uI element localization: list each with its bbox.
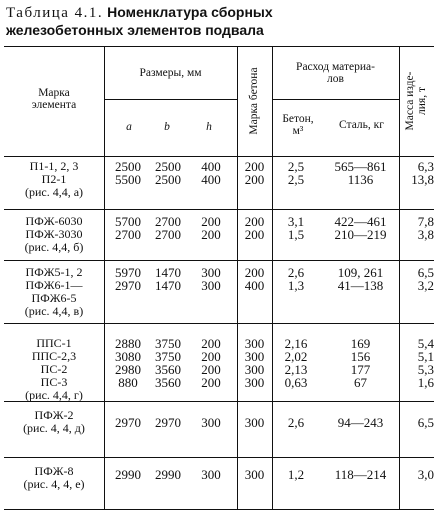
caption-label: Таблица 4.1. (6, 5, 104, 21)
col-divider (104, 47, 105, 509)
cell-a: 2880 3080 2980 880 (115, 336, 141, 390)
cell-grade: 300 300 300 300 (244, 336, 265, 390)
table-caption (6, 4, 434, 39)
header-sizes: Размеры, мм (139, 67, 202, 79)
cell-h: 300 (201, 467, 221, 482)
cell-grade: 200 200 (244, 214, 265, 242)
row-mark: П1-1, 2, 3 П2-1 (рис. 4,4, а) (24, 159, 84, 199)
cell-b: 2970 (155, 415, 181, 430)
cell-grade: 200 400 (244, 265, 265, 293)
cell-a: 5700 2700 (115, 214, 141, 242)
header-sub-divider (104, 99, 237, 100)
cell-mass: 6,5 3,2 (417, 265, 434, 293)
row-mark: ППС-1 ППС-2,3 ПС-2 ПС-3 (рис. 4,4, г) (25, 336, 83, 402)
cell-steel: 109, 261 41—138 (337, 265, 384, 293)
cell-steel: 94—243 (337, 415, 384, 430)
cell-concrete: 2,5 2,5 (287, 159, 305, 187)
header-consumption: Расход материа- лов (296, 61, 375, 85)
cell-h: 200 200 (201, 214, 221, 242)
header-b: b (164, 121, 170, 133)
nomenclature-table (4, 46, 434, 510)
cell-steel: 118—214 (334, 467, 387, 482)
cell-a: 2990 (115, 467, 141, 482)
header-h: h (206, 121, 212, 133)
cell-grade: 300 (244, 467, 265, 482)
cell-a: 5970 2970 (115, 265, 141, 293)
group-separator (4, 260, 434, 261)
cell-concrete: 3,1 1,5 (287, 214, 305, 242)
cell-h: 300 300 (201, 265, 221, 293)
cell-b: 2500 2500 (155, 159, 181, 187)
cell-mass: 6,5 (417, 415, 434, 430)
col-divider (272, 47, 273, 509)
cell-mass: 6,3 13,8 (411, 159, 434, 187)
col-divider (399, 47, 400, 509)
cell-concrete: 2,6 (287, 415, 305, 430)
cell-b: 1470 1470 (155, 265, 181, 293)
cell-steel: 422—461 210—219 (334, 214, 387, 242)
cell-grade: 300 (244, 415, 265, 430)
cell-mass: 5,4 5,1 5,3 1,6 (417, 336, 434, 390)
cell-a: 2500 5500 (115, 159, 141, 187)
cell-h: 200 200 200 200 (201, 336, 221, 390)
group-separator (4, 457, 434, 458)
cell-mass: 3,0 (417, 467, 434, 482)
cell-b: 2990 (155, 467, 181, 482)
header-mass: Масса изде- лия, т (404, 71, 428, 131)
cell-grade: 200 200 (244, 159, 265, 187)
row-mark: ПФЖ5-1, 2 ПФЖ6-1— ПФЖ6-5 (рис. 4,4, в) (24, 265, 84, 318)
row-mark: ПФЖ-8 (рис. 4, 4, е) (23, 464, 85, 491)
cell-concrete: 2,16 2,02 2,13 0,63 (284, 336, 308, 390)
header-steel: Сталь, кг (339, 119, 384, 131)
row-mark: ПФЖ-6030 ПФЖ-3030 (рис. 4,4, б) (24, 214, 84, 254)
cell-mass: 7,8 3,8 (417, 214, 434, 242)
cell-h: 400 400 (201, 159, 221, 187)
header-concrete-grade: Марка бетона (248, 67, 260, 135)
cell-steel: 565—861 1136 (334, 159, 387, 187)
header-a: a (126, 121, 132, 133)
caption-title-line1: Номенклатура сборных (107, 4, 273, 20)
cell-concrete: 2,6 1,3 (287, 265, 305, 293)
row-mark: ПФЖ-2 (рис. 4, 4, д) (23, 408, 85, 435)
cell-steel: 169 156 177 67 (350, 336, 371, 390)
header-bottom-rule (4, 156, 434, 157)
group-separator (4, 209, 434, 210)
header-mark: Марка элемента (31, 87, 77, 111)
cell-concrete: 1,2 (287, 467, 305, 482)
group-separator (4, 323, 434, 324)
cell-a: 2970 (115, 415, 141, 430)
cell-b: 2700 2700 (155, 214, 181, 242)
cell-b: 3750 3750 3560 3560 (155, 336, 181, 390)
caption-title-line2: железобетонных элементов подвала (6, 22, 264, 38)
cell-h: 300 (201, 415, 221, 430)
header-sub-divider (272, 99, 399, 100)
header-concrete: Бетон, м³ (282, 113, 314, 137)
